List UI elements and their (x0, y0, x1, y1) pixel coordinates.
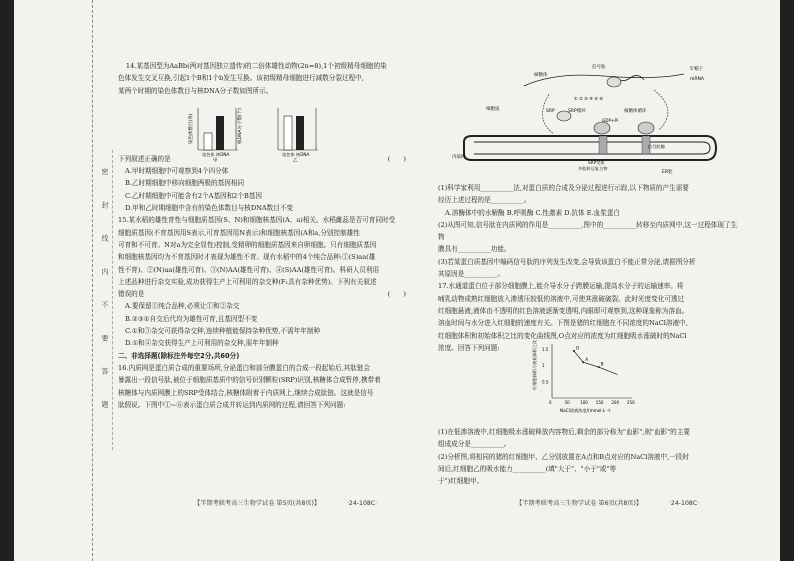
q15-option-b: B.②③①自交后代均为雄性可育,且基因型不变 (125, 314, 258, 323)
footer-right (516, 498, 699, 507)
srp-receptor-icon (599, 136, 607, 154)
q16-line: 肽假说。下图中①~⑥表示蛋白质合成并转运到内质网的过程,请回答下列问题: (118, 400, 346, 409)
er-membrane-inner (474, 142, 710, 154)
q15-option-c: C.①和③杂交可获得杂交种,连续种植能保持杂种优势,不需年年制种 (125, 327, 321, 336)
label-srp: SRP (546, 109, 555, 114)
footer-left-code: ·24-108C· (346, 500, 378, 507)
q15-line: 15.某水稻的雄性育性与细胞质基因(S、N)和细胞核基因(A、a)相关。水稻雌蕊是否可育同时受 (118, 216, 396, 225)
label-cap: 5'帽子 (690, 67, 704, 72)
q17-line: 溶血时间与水分进入红细胞的速度有关。下图是猪的红细胞在不同浓度的NaCl溶液中, (438, 319, 688, 328)
x-tick-label: 100 (580, 400, 588, 405)
q14-stem-3: 某两个时期的染色体数目与核DNA分子数如图所示。 (118, 86, 273, 95)
x-tick-label: 250 (627, 400, 635, 405)
data-point (582, 361, 584, 363)
q17-line: 17.水通道蛋白位于部分细胞膜上,能介导水分子跨膜运输,提高水分子的运输速率。将 (438, 282, 684, 291)
legend-chromosome: 染色体 (282, 152, 295, 157)
label-ribosome: 核糖体 (534, 73, 548, 78)
scan-shadow-right (780, 0, 794, 561)
label-steps: ① ② ③ ④ ⑤ ⑥ (574, 96, 604, 101)
footer-left (194, 498, 377, 507)
point-label: A (585, 356, 589, 362)
chromosome-dna-bar-figure (186, 104, 356, 162)
q17-sub: (1)在低渗溶液中,红细胞吸水涨破释放内容物后,剩余的部分称为"血影",则"血影"的主要 (438, 428, 690, 437)
q15-line: 可育和不可育。N对a为完全显性)控制,受精卵的细胞质基因来自卵细胞。只有细胞质基因 (118, 240, 377, 249)
q15-option-d: D.①和④杂交获得生产上可利用的杂交种,需年年制种 (125, 339, 279, 348)
q17-sub: 间后,红细胞乙的吸水能力__________(填"大于"、"小于"或"等 (438, 465, 617, 474)
y-right-label: 核DNA分子数(个) (238, 108, 243, 144)
ribosome-icon (607, 77, 621, 87)
x-tick-label: 150 (595, 400, 604, 405)
q14-option-d: D.甲和乙时期细胞中含有的染色体数目与核DNA数目不变 (125, 204, 294, 213)
label-srp-cycle: SRP循环 (568, 109, 586, 114)
er-membrane (464, 136, 716, 160)
q16-options: A.溶酶体中的水解酶 B.呼吸酶 C.性激素 D.抗体 E.血浆蛋白 (445, 208, 621, 217)
series-line (574, 351, 618, 375)
seal-line (112, 150, 113, 450)
q16-line: 16.内质网是蛋白质合成的重要场所,分泌蛋白和部分膜蛋白的合成一段起始后,其肽链会 (118, 363, 371, 372)
chart-ylabel: 红细胞体积与初始体积之比 (532, 339, 537, 390)
q16-line: 核糖体与内质网膜上的SRP受体结合,核糖体附着于内质网上,继续合成肽链。这就是信号 (118, 388, 374, 397)
ribosome-icon (638, 122, 654, 134)
q17-sub: 于")红细胞甲。 (438, 477, 484, 486)
q15-line: 上述品种进行杂交实验,成功获得生产上可利用的杂交种(F₁具有杂种优势)。下列有关叙述 (118, 277, 377, 286)
x-tick-label: 0 (549, 400, 552, 405)
panel-label-b: 乙 (293, 158, 298, 164)
q15-option-a: A.要保留①纯合品种,必须让①和②杂交 (125, 302, 240, 311)
legend-chromosome: 染色体 (202, 152, 215, 157)
y-tick-label: 0.5 (542, 379, 549, 385)
q16-sub-1: (1)科学家利用__________法,对蛋白质的合成及分泌过程进行示踪,以下物质的产生需要 (438, 184, 689, 192)
label-er-lumen: ER腔 (662, 170, 673, 175)
q14-option-a: A.甲时期细胞中可观察到4个四分体 (125, 167, 229, 176)
label-signal-peptide: 信号肽 (592, 65, 606, 70)
q17-sub: 组成成分是__________。 (438, 440, 511, 449)
ribosome-cycle-arrow (654, 90, 668, 130)
x-tick-label: 50 (564, 400, 570, 405)
ribosome-icon (594, 122, 610, 134)
q17-line: 红细胞悬液,液体由不透明的红色溶液逐渐变透明,内眼即可观察到,这种现象称为溶血。 (438, 306, 689, 315)
label-gdp: GDP+Pi (602, 118, 619, 123)
q15-line: 和细胞核基因均为不育基因时才表现为雄性不育。现有水稻中的4个纯合品种:①(S)aa(雄 (118, 253, 376, 262)
q16-sub-2: (2)从图可知,信号肽在内质网的作用是__________,图中的__________转移至内质网中,这一过程体现了生物 (438, 220, 738, 242)
q14-option-b: B.乙时期细胞中移向细胞两极的基因相同 (125, 179, 245, 188)
x-tick-label: 200 (611, 400, 620, 405)
q14-option-c: C.乙时期细胞中可能含有2个A基因和2个B基因 (125, 191, 262, 200)
label-signal-peptidase: 信号肽酶 (648, 144, 665, 149)
footer-right-text: 【半期考联考高三生物学试卷 第6页(共8页)】 (516, 500, 639, 507)
bar-chromosome-a (204, 133, 212, 150)
q16-line: 暴露出一段信号肽,被位于细胞质基质中的信号识别颗粒(SRP)识别,核糖体合成暂停,携带着 (118, 376, 381, 385)
q17-sub: (2)分析图,将相同的猪的红细胞甲、乙分别放置在A点和B点对应的NaCl溶液中,一段时 (438, 452, 689, 461)
q14-stem-2: 色体发生交叉互换,引起1个B和1个b发生互换。该初级精母细胞进行减数分裂过程中, (118, 74, 364, 83)
label-ribosome-cycle: 核糖体循环 (624, 109, 647, 114)
srp-pathway-diagram (454, 60, 724, 178)
q17-line: 红细胞体积和初始体积之比的变化曲线图,O点对应的浓度为红细胞吸水涨破时的NaCl (438, 331, 687, 340)
right-column (438, 182, 738, 488)
panel-label-a: 甲 (213, 158, 218, 164)
legend-dna: 核DNA (216, 152, 230, 157)
mrna-strand (524, 74, 684, 86)
q15-line: 性不育)、②(N)aa(雄性可育)、③(N)AA(雄性可育)、④(S)AA(雄性可育)。科研人员利用 (118, 265, 380, 274)
bar-dna-a (216, 116, 224, 150)
label-srp-receptor: SRP受体 (588, 160, 605, 165)
q17-line: 浓度。回答下列问题: (438, 343, 500, 352)
q16-sub-3b: 其原因是__________。 (438, 270, 504, 279)
point-label: O (575, 345, 580, 351)
y-tick-label: 1 (542, 363, 545, 368)
label-translocon: 多肽转运复合物 (578, 166, 608, 171)
seal-warning: 密 封 线 内 不 要 答 题 (101, 168, 109, 420)
label-er: 内质网 (452, 155, 466, 160)
y-tick-label: 1.5 (542, 346, 549, 352)
data-point (573, 350, 575, 352)
y-left-label: 染色体数目(条) (189, 113, 194, 144)
footer-right-code: ·24-108C· (668, 500, 700, 507)
label-mrna: mRNA (690, 77, 704, 82)
section-title: 二、非选择题(除标注外每空2分,共60分) (118, 351, 240, 360)
q17-line: 哺乳动物成熟红细胞放入渗透压较低的溶液中,可使其涨破破裂。此时光度变化可透过 (438, 294, 685, 303)
legend-dna: 核DNA (296, 152, 310, 157)
q16-sub-1b: 经历上述过程的是__________。 (438, 196, 531, 205)
q16-sub-3: (3)若某蛋白质基因中编码信号肽的序列发生改变,会导致该蛋白不能正常分泌,请据图分析 (438, 257, 696, 266)
bar-dna-b (296, 116, 304, 150)
footer-left-text: 【半期考联考高三生物学试卷 第5页(共8页)】 (194, 500, 317, 507)
binding-margin (0, 0, 93, 561)
nacl-volume-chart (530, 340, 640, 414)
point-label: B (600, 361, 604, 367)
label-cytoplasm: 细胞质 (486, 107, 500, 112)
q16-sub-2b: 膜具有__________功能。 (438, 245, 511, 254)
q14-stem-1: 14.某基因型为AaBb(两对基因独立遗传)的二倍体雄性动物(2n=8),1个初级精母细胞的染 (125, 62, 387, 70)
bar-chromosome-b (284, 116, 292, 150)
q14-prompt: 下列叙述正确的是 ( ) (118, 154, 406, 163)
srp-cycle-arrow (543, 94, 554, 134)
q15-line: 错误的是 ( ) (118, 290, 406, 299)
q15-line: 细胞质基因(不育基因用S表示,可育基因用N表示)和细胞核基因(A和a,分别控制雄性 (118, 228, 360, 237)
data-point (598, 366, 600, 368)
chart-xlabel: NaCl溶液浓度/(mmol·L⁻¹) (560, 408, 611, 413)
